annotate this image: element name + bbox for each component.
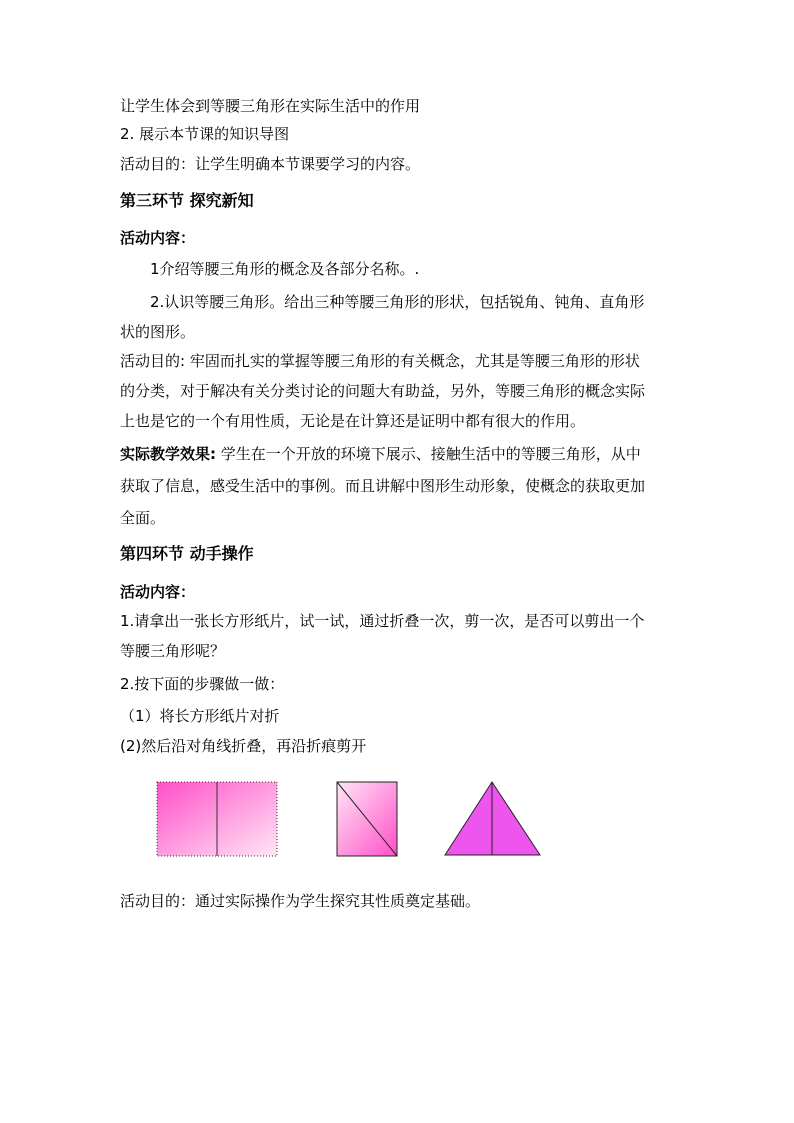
activity-purpose: 活动目的：让学生明确本节课要学习的内容。 bbox=[120, 155, 421, 173]
content-item-2: 2.认识等腰三角形。给出三种等腰三角形的形状，包括锐角、钝角、直角形 bbox=[150, 293, 645, 311]
activity-content-label: 活动内容： bbox=[120, 229, 196, 247]
folding-diagram bbox=[0, 780, 794, 860]
teaching-effect-text: 获取了信息，感受生活中的事例。而且讲解中图形生动形象，使概念的获取更加 bbox=[120, 477, 646, 495]
content-item-2-cont: 状的图形。 bbox=[120, 323, 196, 341]
teaching-effect-label: 实际教学效果: bbox=[120, 445, 216, 463]
activity-content-label: 活动内容： bbox=[120, 583, 196, 601]
section-heading-4: 第四环节 动手操作 bbox=[120, 544, 254, 563]
list-item: 2. 展示本节课的知识导图 bbox=[120, 125, 290, 143]
step-1: （1）将长方形纸片对折 bbox=[120, 707, 280, 725]
purpose-paragraph: 上也是它的一个有用性质，无论是在计算还是证明中都有很大的作用。 bbox=[120, 412, 586, 430]
teaching-effect-text: 学生在一个开放的环境下展示、接触生活中的等腰三角形，从中 bbox=[216, 445, 641, 463]
purpose-paragraph: 活动目的: 牢固而扎实的掌握等腰三角形的有关概念，尤其是等腰三角形的形状 bbox=[120, 352, 640, 370]
text-line: 让学生体会到等腰三角形在实际生活中的作用 bbox=[120, 97, 421, 115]
step-2: (2)然后沿对角线折叠，再沿折痕剪开 bbox=[120, 737, 367, 755]
folding-figure bbox=[0, 780, 794, 860]
content-item-2: 2.按下面的步骤做一做： bbox=[120, 675, 285, 693]
content-item-1: 1.请拿出一张长方形纸片，试一试，通过折叠一次，剪一次，是否可以剪出一个 bbox=[120, 612, 645, 630]
folded-rectangle bbox=[157, 782, 277, 856]
content-item-1-cont: 等腰三角形呢？ bbox=[120, 642, 226, 660]
purpose-paragraph: 的分类，对于解决有关分类讨论的问题大有助益，另外，等腰三角形的概念实际 bbox=[120, 382, 646, 400]
section-heading-3: 第三环节 探究新知 bbox=[120, 191, 254, 210]
teaching-effect bbox=[120, 444, 641, 464]
diagonal-fold-square bbox=[337, 782, 397, 856]
isosceles-triangle bbox=[445, 782, 540, 855]
content-item-1: 1介绍等腰三角形的概念及各部分名称。. bbox=[150, 260, 420, 278]
activity-purpose: 活动目的：通过实际操作为学生探究其性质奠定基础。 bbox=[120, 892, 481, 910]
teaching-effect-text: 全面。 bbox=[120, 509, 166, 527]
